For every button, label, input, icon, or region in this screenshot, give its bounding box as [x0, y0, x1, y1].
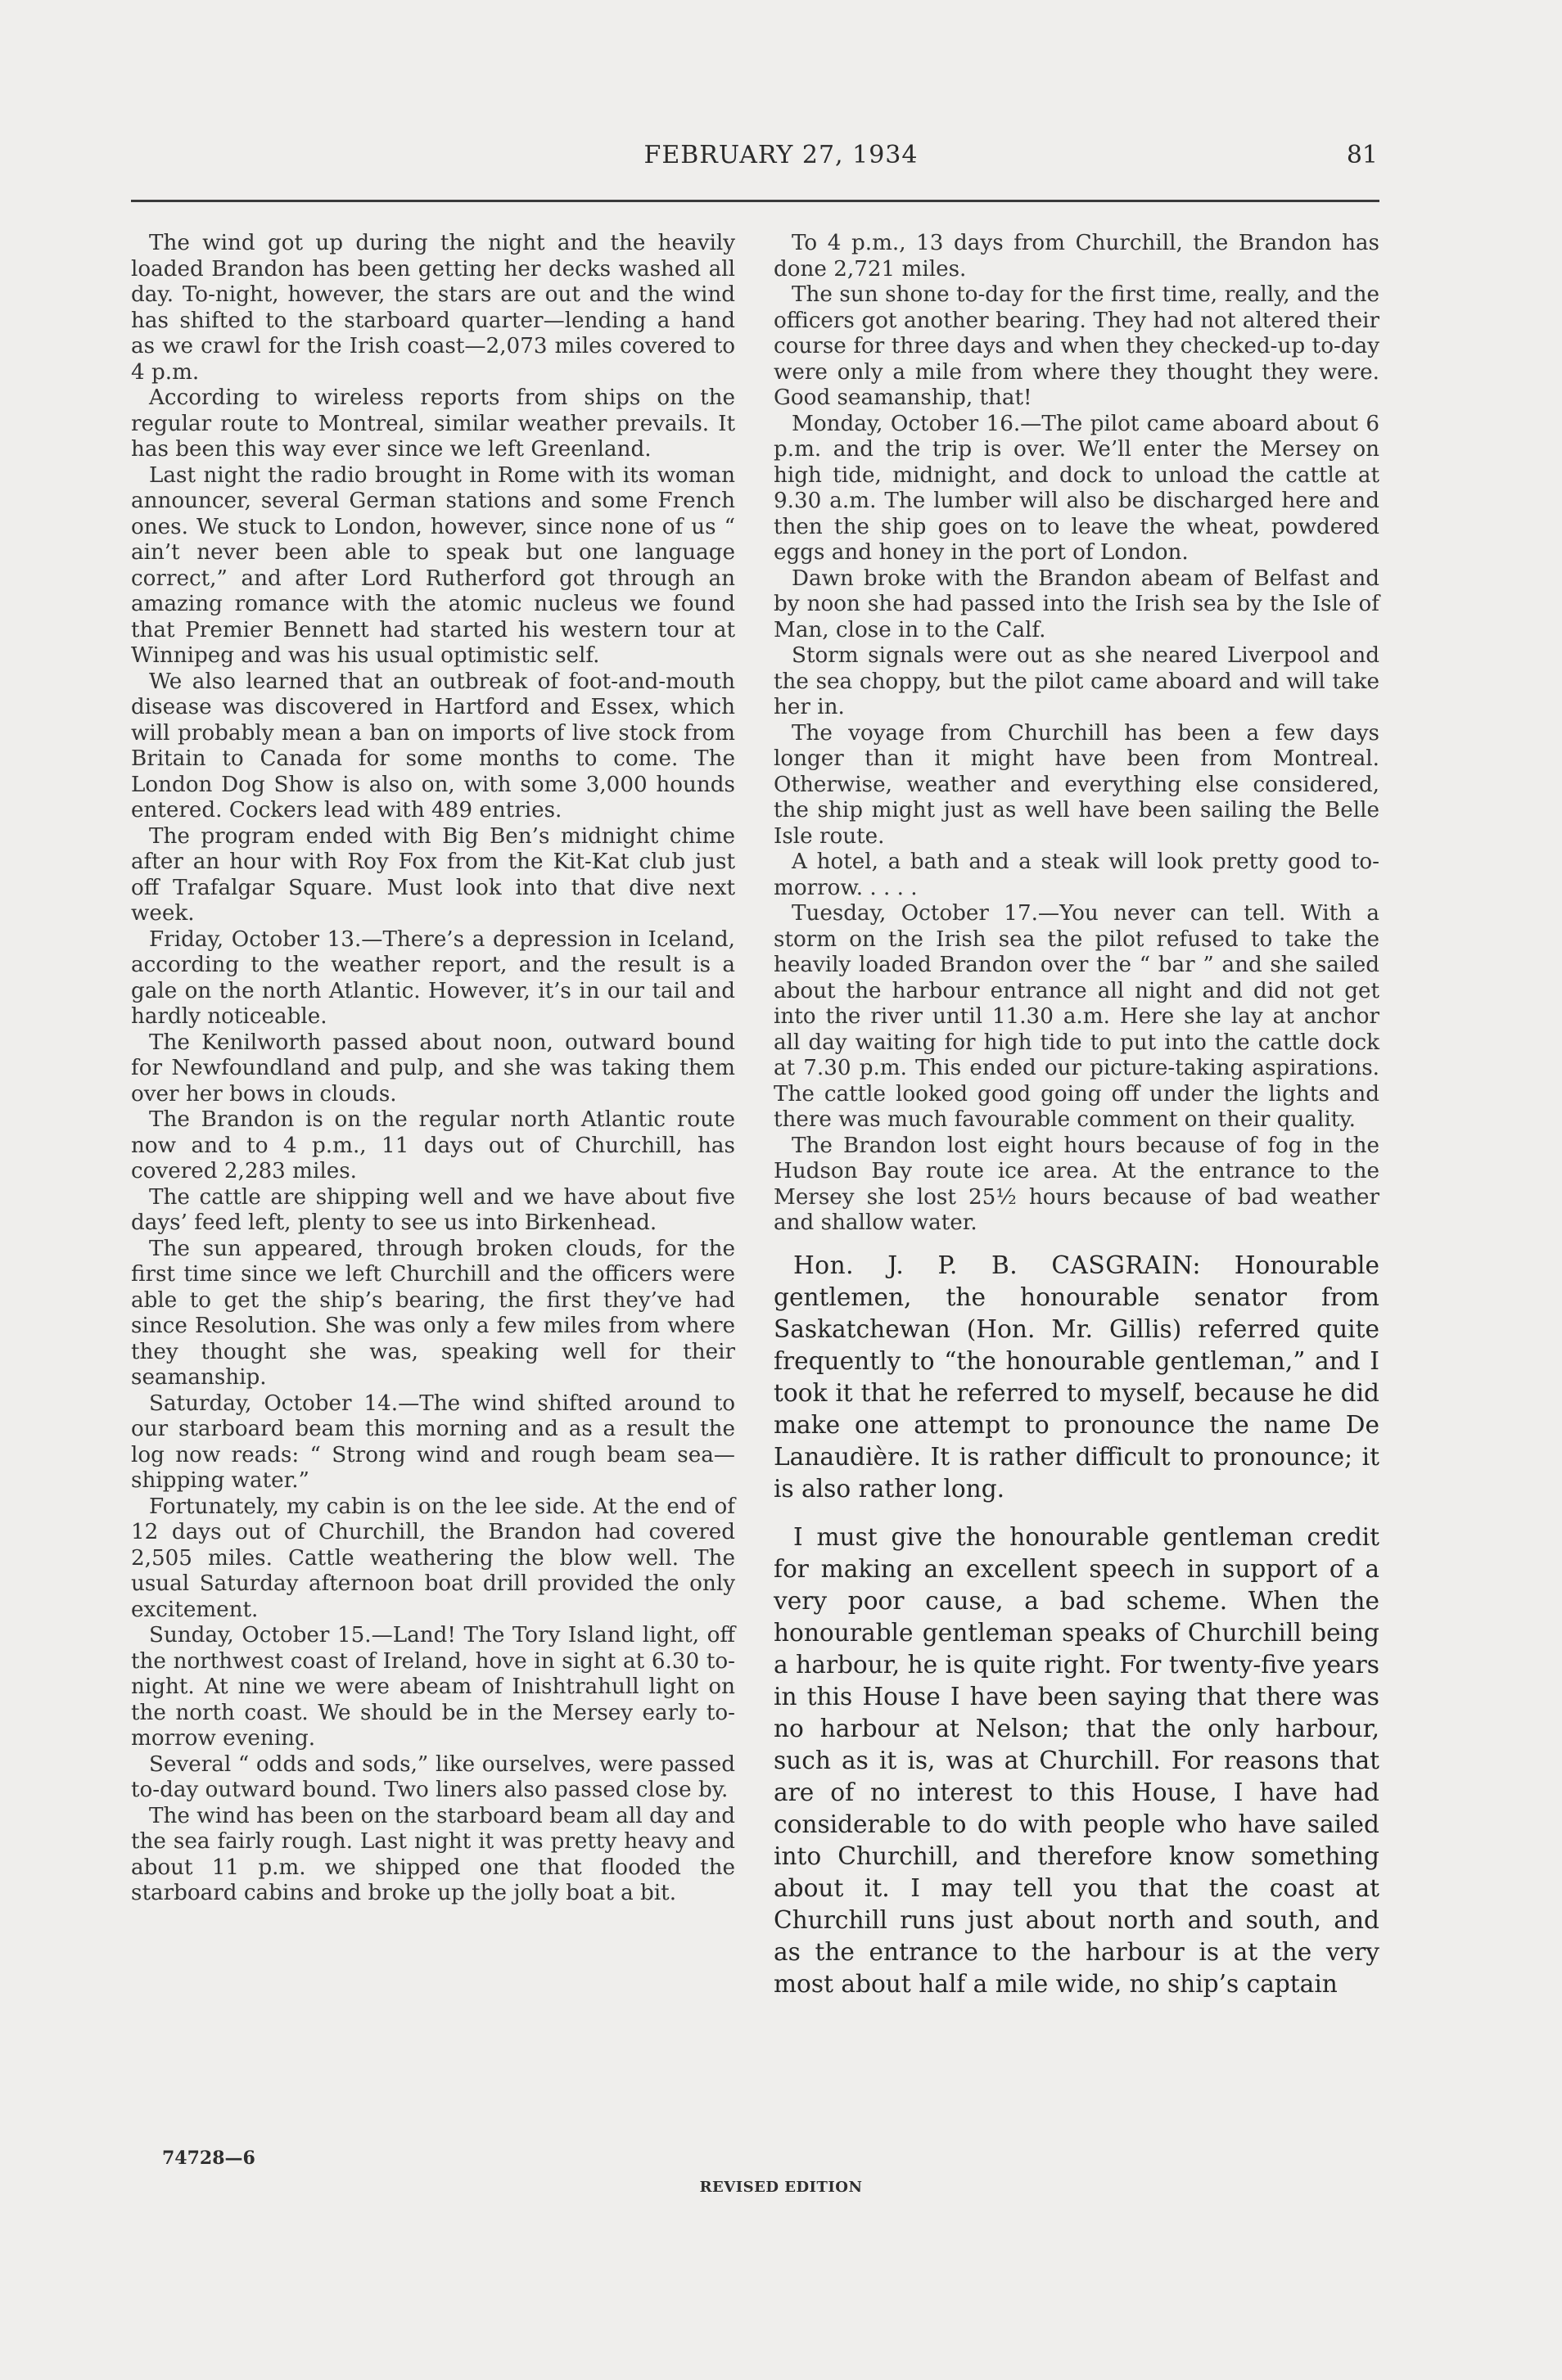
paragraph: Dawn broke with the Brandon abeam of Belfast and by noon she had passed into the Irish sea by the Isle of Man, close in to the Calf. — [774, 566, 1379, 642]
paragraph: The program ended with Big Ben’s midnight chime after an hour with Roy Fox from the Kit-Kat club just off Trafalgar Square. Must look into that dive next week. — [131, 823, 735, 926]
edition-label: REVISED EDITION — [699, 2179, 863, 2196]
header-rule — [131, 200, 1379, 202]
speech-paragraph: I must give the honourable gentleman credit for making an excellent speech in support of a very poor cause, a bad scheme. When the honourable gentleman speaks of Churchill being a harbour, he is quite right. For twenty-five years in this House I have been saying that there was no harbour at Nelson; that the only harbour, such as it is, was at Churchill. For reasons that are of no interest to this House, I have had considerable to do with people who have sailed into Churchill, and therefore know something about it. I may tell you that the coast at Churchill runs just about north and south, and as the entrance to the harbour is at the very most about half a mile wide, no ship’s captain — [774, 1522, 1379, 1998]
paragraph: Saturday, October 14.—The wind shifted around to our starboard beam this morning and as a result the log now reads: “ Strong wind and rough beam sea—shipping water.” — [131, 1391, 735, 1493]
speech-text: Honourable gentlemen, the honourable senator from Saskatchewan (Hon. Mr. Gillis) referred quite frequently to “the honourable gentleman,” and I took it that he referred to myself, because he did make one attempt to pronounce the name De Lanaudière. It is rather difficult to pronounce; it is also rather long. — [774, 1251, 1379, 1503]
paragraph: Fortunately, my cabin is on the lee side. At the end of 12 days out of Churchill, the Brandon had covered 2,505 miles. Cattle weathering the blow well. The usual Saturday afternoon boat drill provided the only excitement. — [131, 1494, 735, 1622]
paragraph: Friday, October 13.—There’s a depression in Iceland, according to the weather report, and the result is a gale on the north Atlantic. However, it’s in our tail and hardly noticeable. — [131, 926, 735, 1029]
paragraph: The Kenilworth passed about noon, outward bound for Newfoundland and pulp, and she was taking them over her bows in clouds. — [131, 1030, 735, 1107]
paragraph: Tuesday, October 17.—You never can tell. With a storm on the Irish sea the pilot refused to take the heavily loaded Brandon over the “ bar ” and she sailed about the harbour entrance all night and did not get into the river until 11.30 a.m. Here she lay at anchor all day waiting for high tide to put into the cattle dock at 7.30 p.m. This ended our picture-taking aspirations. The cattle looked good going off under the lights and there was much favourable comment on their quality. — [774, 901, 1379, 1132]
page-date: FEBRUARY 27, 1934 — [643, 141, 919, 169]
paragraph: We also learned that an outbreak of foot-and-mouth disease was discovered in Hartford and Essex, which will probably mean a ban on imports of live stock from Britain to Canada for some months to come. The London Dog Show is also on, with some 3,000 hounds entered. Cockers lead with 489 entries. — [131, 669, 735, 823]
right-column — [774, 231, 1379, 2000]
speech — [774, 1250, 1379, 2000]
speaker-name: Hon. J. P. B. CASGRAIN: — [793, 1251, 1201, 1279]
speech-paragraph — [774, 1250, 1379, 1505]
paragraph: Last night the radio brought in Rome with its woman announcer, several German stations and some French ones. We stuck to London, however, since none of us “ ain’t never been able to speak but one language correct,” and after Lord Rutherford got through an amazing romance with the atomic nucleus we found that Premier Bennett had started his western tour at Winnipeg and was his usual optimistic self. — [131, 462, 735, 668]
paragraph: The wind got up during the night and the heavily loaded Brandon has been getting her decks washed all day. To-night, however, the stars are out and the wind has shifted to the starboard quarter—lending a hand as we crawl for the Irish coast—2,073 miles covered to 4 p.m. — [131, 231, 735, 385]
left-column — [131, 231, 735, 1907]
voyage-log — [774, 231, 1379, 1237]
page-number: 81 — [1346, 141, 1378, 169]
paragraph: The sun appeared, through broken clouds, for the first time since we left Churchill and the officers were able to get the ship’s bearing, the first they’ve had since Resolution. She was only a few miles from where they thought she was, speaking well for their seamanship. — [131, 1236, 735, 1390]
paragraph: The voyage from Churchill has been a few days longer than it might have been from Montreal. Otherwise, weather and everything else considered, the ship might just as well have been sailing the Belle Isle route. — [774, 720, 1379, 849]
paragraph: The Brandon lost eight hours because of fog in the Hudson Bay route ice area. At the entrance to the Mersey she lost 25½ hours because of bad weather and shallow water. — [774, 1133, 1379, 1235]
paragraph: Storm signals were out as she neared Liverpool and the sea choppy, but the pilot came aboard and will take her in. — [774, 643, 1379, 719]
paragraph: Monday, October 16.—The pilot came aboard about 6 p.m. and the trip is over. We’ll enter the Mersey on high tide, midnight, and dock to unload the cattle at 9.30 a.m. The lumber will also be discharged here and then the ship goes on to leave the wheat, powdered eggs and honey in the port of London. — [774, 411, 1379, 565]
paragraph: The cattle are shipping well and we have about five days’ feed left, plenty to see us into Birkenhead. — [131, 1184, 735, 1235]
print-code: 74728—6 — [162, 2148, 255, 2169]
paragraph: The sun shone to-day for the first time, really, and the officers got another bearing. They had not altered their course for three days and when they checked-up to-day were only a mile from where they thought they were. Good seamanship, that! — [774, 282, 1379, 410]
paragraph: The wind has been on the starboard beam all day and the sea fairly rough. Last night it was pretty heavy and about 11 p.m. we shipped one that flooded the starboard cabins and broke up the jolly boat a bit. — [131, 1803, 735, 1905]
paragraph: According to wireless reports from ships on the regular route to Montreal, similar weather prevails. It has been this way ever since we left Greenland. — [131, 385, 735, 462]
paragraph: To 4 p.m., 13 days from Churchill, the Brandon has done 2,721 miles. — [774, 231, 1379, 282]
paragraph: A hotel, a bath and a steak will look pretty good to-morrow. . . . . — [774, 850, 1379, 900]
paragraph: Several “ odds and sods,” like ourselves, were passed to-day outward bound. Two liners also passed close by. — [131, 1751, 735, 1802]
paragraph: The Brandon is on the regular north Atlantic route now and to 4 p.m., 11 days out of Churchill, has covered 2,283 miles. — [131, 1107, 735, 1183]
paragraph: Sunday, October 15.—Land! The Tory Island light, off the northwest coast of Ireland, hove in sight at 6.30 to-night. At nine we were abeam of Inishtrahull light on the north coast. We should be in the Mersey early to-morrow evening. — [131, 1623, 735, 1751]
